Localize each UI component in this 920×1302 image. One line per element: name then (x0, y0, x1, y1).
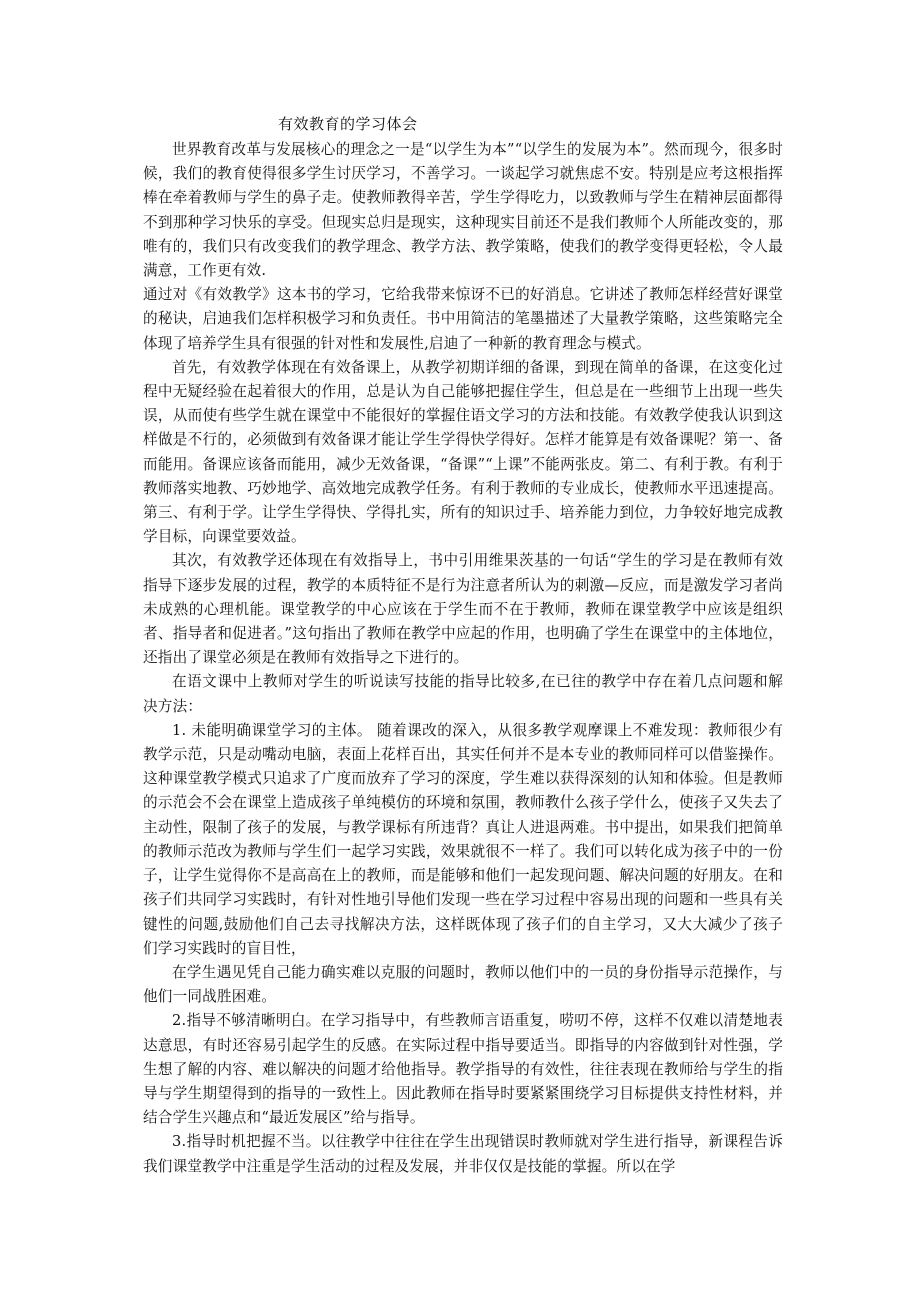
paragraph-problems-intro: 在语文课中上教师对学生的听说读写技能的指导比较多,在已往的教学中存在着几点问题和解决方法： (143, 673, 783, 715)
document-title: 有效教育的学习体会 (278, 115, 418, 133)
paragraph-point-2: 2.指导不够清晰明白。在学习指导中，有些教师言语重复，唠叨不停，这样不仅难以清楚地表达意思，有时还容易引起学生的反感。在实际过程中指导要适当。即指导的内容做到针对性强，学生想了解的内容、难以解决的问题才给他指导。教学指导的有效性，往往表现在教师给与学生的指导与学生期望得到的指导的一致性上。因此教师在指导时要紧紧围绕学习目标提供支持性材料，并结合学生兴趣点和“最近发展区”给与指导。 (143, 1012, 783, 1127)
paragraph-guidance: 其次，有效教学还体现在有效指导上，书中引用维果茨基的一句话“学生的学习是在教师有效指导下逐步发展的过程，教学的本质特征不是行为注意者所认为的刺激—反应，而是激发学习者尚未成熟的心理机能。课堂教学的中心应该在于学生而不在于教师，教师在课堂教学中应该是组织者、指导者和促进者。”这句指出了教师在教学中应起的作用，也明确了学生在课堂中的主体地位，还指出了课堂必须是在教师有效指导之下进行的。 (143, 552, 783, 667)
paragraph-lesson-prep: 首先，有效教学体现在有效备课上，从教学初期详细的备课，到现在简单的备课，在这变化过程中无疑经验在起着很大的作用，总是认为自己能够把握住学生，但总是在一些细节上出现一些失误，从而使有些学生就在课堂中不能很好的掌握住语文学习的方法和技能。有效教学使我认识到这样做是不行的，必须做到有效备课才能让学生学得快学得好。怎样才能算是有效备课呢？第一、备而能用。备课应该备而能用，减少无效备课，“备课”“上课”不能两张皮。第二、有利于教。有利于教师落实地教、巧妙地学、高效地完成教学任务。有利于教师的专业成长，使教师水平迅速提高。第三、有利于学。让学生学得快、学得扎实，所有的知识过手、培养能力到位，力争较好地完成教学目标，向课堂要效益。 (143, 358, 783, 546)
document-page (143, 112, 783, 1179)
paragraph-point-1: 1. 未能明确课堂学习的主体。 随着课改的深入，从很多教学观摩课上不难发现：教师很少有教学示范，只是动嘴动电脑，表面上花样百出，其实任何并不是本专业的教师同样可以借鉴操作。这种课堂教学模式只追求了广度而放弃了学习的深度，学生难以获得深刻的认知和体验。但是教师的示范会不会在课堂上造成孩子单纯模仿的环境和氛围，教师教什么孩子学什么，使孩子又失去了主动性，限制了孩子的发展，与教学课标有所违背？真让人进退两难。书中提出，如果我们把简单的教师示范改为教师与学生们一起学习实践，效果就很不一样了。我们可以转化成为孩子中的一份子，让学生觉得你不是高高在上的教师，而是能够和他们一起发现问题、解决问题的好朋友。在和孩子们共同学习实践时，有针对性地引导他们发现一些在学习过程中容易出现的问题和一些具有关键性的问题,鼓励他们自己去寻找解决方法，这样既体现了孩子们的自主学习，又大大减少了孩子们学习实践时的盲目性， (143, 721, 783, 957)
paragraph-point-3: 3.指导时机把握不当。以往教学中往往在学生出现错误时教师就对学生进行指导，新课程告诉我们课堂教学中注重是学生活动的过程及发展，并非仅仅是技能的掌握。所以在学 (143, 1133, 783, 1175)
document-body (143, 138, 783, 1179)
paragraph-point-1-cont: 在学生遇见凭自己能力确实难以克服的问题时，教师以他们中的一员的身份指导示范操作，与他们一同战胜困难。 (143, 963, 783, 1006)
paragraph-book: 通过对《有效教学》这本书的学习，它给我带来惊讶不已的好消息。它讲述了教师怎样经营好课堂的秘诀，启迪我们怎样积极学习和负责任。书中用简洁的笔墨描述了大量教学策略，这些策略完全体现了培养学生具有很强的针对性和发展性,启迪了一种新的教育理念与模式。 (143, 286, 783, 352)
paragraph-intro: 世界教育改革与发展核心的理念之一是“以学生为本”“以学生的发展为本”。然而现今，很多时候，我们的教育使得很多学生讨厌学习，不善学习。一谈起学习就焦虑不安。特别是应考这根指挥棒在牵着教师与学生的鼻子走。使教师教得辛苦，学生学得吃力，以致教师与学生在精神层面都得不到那种学习快乐的享受。但现实总归是现实，这种现实目前还不是我们教师个人所能改变的，那唯有的，我们只有改变我们的教学理念、教学方法、教学策略，使我们的教学变得更轻松，令人最满意，工作更有效. (143, 141, 783, 280)
